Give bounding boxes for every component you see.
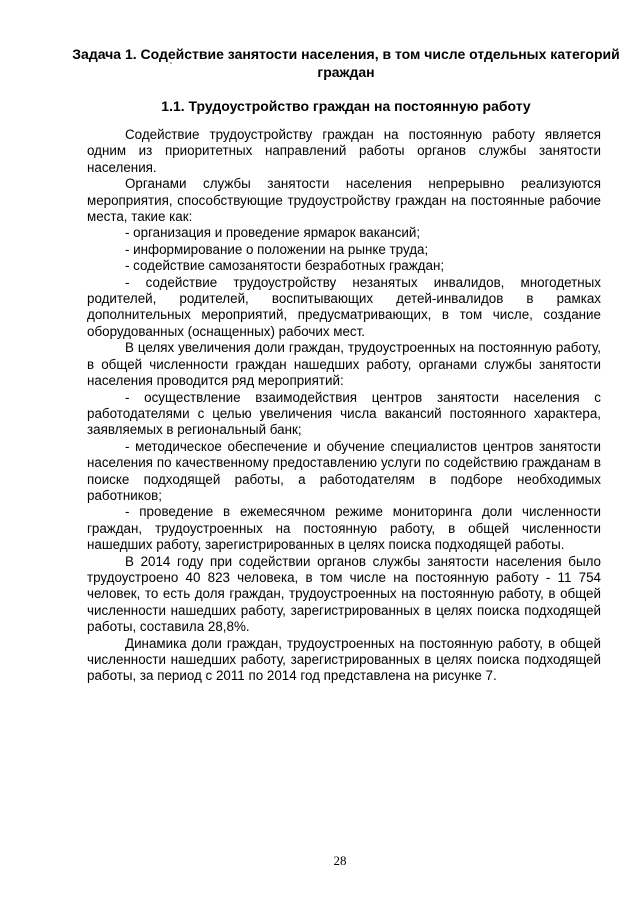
list-item: - осуществление взаимодействия центров занятости населения с работодателями с целью увеличения числа вакансий постоянного характера, заявляемых в региональный банк; xyxy=(87,389,601,438)
list-item: - организация и проведение ярмарок вакансий; xyxy=(125,225,421,241)
list-item: - методическое обеспечение и обучение специалистов центров занятости населения по качественному предоставлению услуги по содействию гражданам в поиске подходящей работы, а работодателям в подборе необходимых работников; xyxy=(87,438,601,503)
subsection-title: 1.1. Трудоустройство граждан на постоянную работу xyxy=(161,98,531,114)
list-item: - содействие самозанятости безработных граждан; xyxy=(125,258,445,274)
paragraph-goals: В целях увеличения доли граждан, трудоустроенных на постоянную работу, в общей численности граждан нашедших работу, органами службы занятости населения проводится ряд мероприятий: xyxy=(87,340,601,389)
paragraph-dynamics: Динамика доли граждан, трудоустроенных на постоянную работу, в общей численности нашедших работу, зарегистрированных в целях поиска подходящей работы, за период с 2011 по 2014 год представлена на рисунке 7. xyxy=(87,635,601,684)
body-text xyxy=(87,127,601,685)
paragraph-statistics: В 2014 году при содействии органов службы занятости населения было трудоустроено 40 823 человека, в том числе на постоянную работу - 11 754 человек, то есть доля граждан, трудоустроенных на постоянную работу, в общей численности нашедших работу, зарегистрированных в целях поиска подходящей работы, составила 28,8%. xyxy=(87,553,601,635)
list-item: - проведение в ежемесячном режиме мониторинга доли численности граждан, трудоустроенных на постоянную работу, в общей численности нашедших работу, зарегистрированных в целях поиска подходящей работы. xyxy=(87,504,601,553)
list-item: - информирование о положении на рынке труда; xyxy=(125,241,429,257)
page-number: 28 xyxy=(333,853,347,868)
paragraph-intro: Содействие трудоустройству граждан на постоянную работу является одним из приоритетных направлений работы органов службы занятости населения. xyxy=(87,127,601,175)
paragraph-measures-intro: Органами службы занятости населения непрерывно реализуются мероприятия, способствующие трудоустройству граждан на постоянные рабочие места, такие как: xyxy=(87,176,601,225)
section-title: Задача 1. Содействие занятости населения, в том числе отдельных категорий граждан xyxy=(72,46,620,80)
list-item: - содействие трудоустройству незанятых инвалидов, многодетных родителей, родителей, воспитывающих детей-инвалидов в рамках дополнительных мероприятий, предусматривающих, в том числе, создание оборудованных (оснащенных) рабочих мест. xyxy=(87,274,601,339)
